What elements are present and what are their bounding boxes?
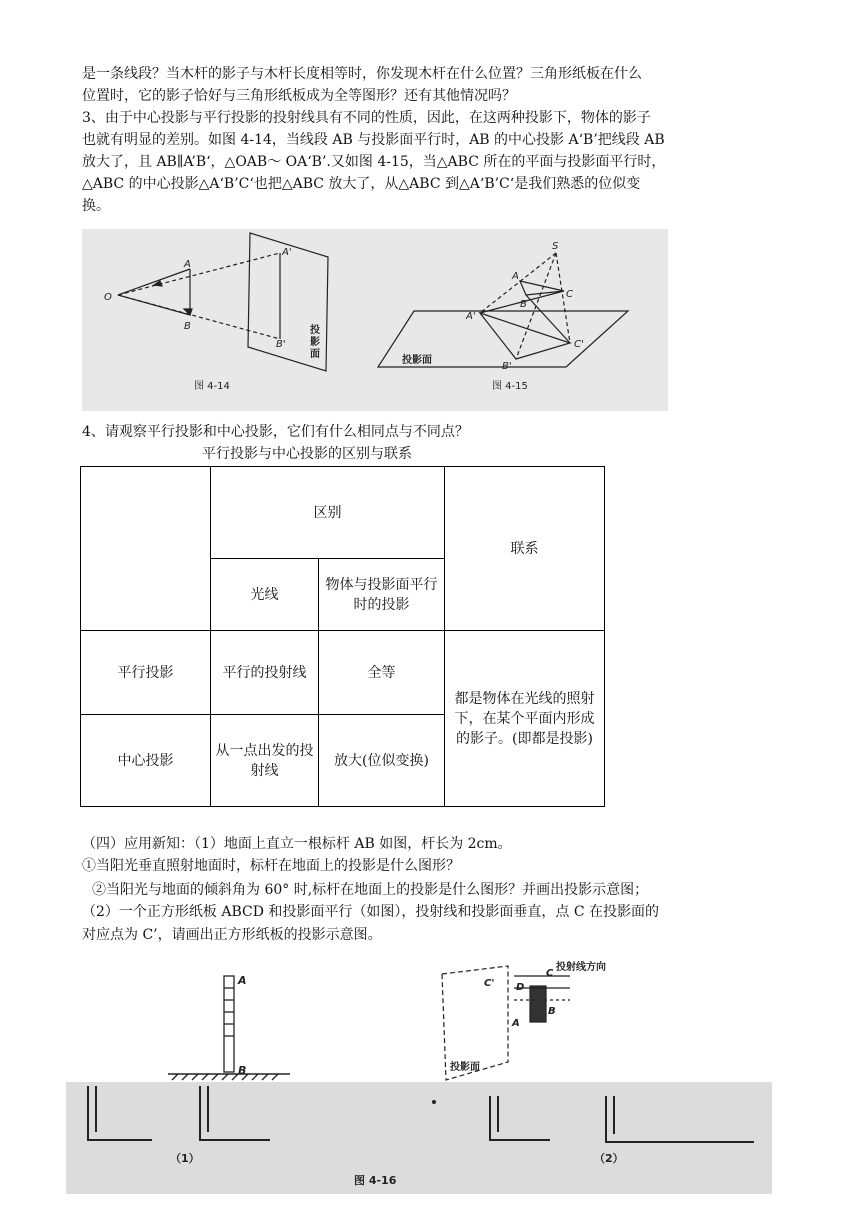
fig15-label-a: A (512, 271, 519, 282)
board-label-d: D (516, 982, 525, 993)
fig16-stick-4 (606, 1096, 754, 1142)
fig15-label-b: B (520, 299, 527, 310)
table-header-link: 联系 (445, 467, 605, 631)
pole-label-a: A (238, 974, 247, 987)
table-row1-light: 平行的投射线 (211, 631, 319, 715)
fig15-label-c-prime: C' (574, 339, 584, 350)
board-label-c: C (546, 968, 554, 979)
fig16-label-1: （1） (170, 1152, 200, 1165)
fig15-label-a-prime: A' (466, 311, 476, 322)
board-direction-label: 投射线方向 (556, 962, 606, 973)
intro-line-2: 位置时，它的影子恰好与三角形纸板成为全等图形？还有其他情况吗？ (82, 88, 516, 104)
table-row1-proj: 全等 (319, 631, 445, 715)
fig15-label-c: C (566, 289, 573, 300)
point3-line-1: 3、由于中心投影与平行投影的投射线具有不同的性质，因此，在这两种投影下，物体的影子 (82, 110, 651, 126)
table-col-proj: 物体与投影面平行时的投影 (319, 559, 445, 631)
fig16-label-2: （2） (594, 1152, 624, 1165)
fig14-label-a: A (184, 259, 191, 270)
pole-figure (168, 976, 290, 1080)
board-plane-label: 投影面 (450, 1062, 480, 1073)
fig16-caption: 图 4-16 (354, 1174, 397, 1187)
table-title: 平行投影与中心投影的区别与联系 (202, 446, 412, 462)
figure-4-14 (118, 233, 328, 371)
fig14-plane-label-2: 影 (310, 337, 320, 348)
table-row1-name: 平行投影 (81, 631, 211, 715)
fig14-plane-label-3: 面 (310, 349, 320, 360)
fig14-caption: 图 4-14 (194, 381, 230, 392)
table-row (81, 467, 605, 559)
application-figures (150, 962, 606, 1082)
square-board (530, 986, 546, 1022)
figure-4-14-4-15-drawing (82, 229, 668, 411)
fig15-label-b-prime: B' (502, 361, 512, 372)
section4-line-5: 对应点为 C’，请画出正方形纸板的投影示意图。 (82, 927, 382, 943)
intro-line-1: 是一条线段？当木杆的影子与木杆长度相等时，你发现木杆在什么位置？三角形纸板在什么 (82, 66, 642, 82)
fig14-plane-label-1: 投 (310, 325, 320, 336)
point3-line-2: 也就有明显的差别。如图 4-14，当线段 AB 与投影面平行时，AB 的中心投影 A‘B’把线段 AB (82, 132, 665, 148)
fig14-label-a-prime: A' (282, 247, 292, 258)
point3-line-4: △ABC 的中心投影△A‘B’C‘也把△ABC 放大了，从△ABC 到△A‘B’C‘是我们熟悉的位似变 (82, 176, 641, 192)
fig14-label-o: O (104, 292, 112, 303)
board-label-b: B (548, 1006, 556, 1017)
table-row2-name: 中心投影 (81, 715, 211, 807)
figure-4-14-4-15 (82, 229, 668, 411)
table-col-light: 光线 (211, 559, 319, 631)
fig16-stick-1 (88, 1086, 152, 1140)
table-header-diff: 区别 (211, 467, 445, 559)
fig14-label-b-prime: B' (276, 339, 286, 350)
fig15-label-s: S (552, 241, 559, 252)
section4-line-2: ①当阳光垂直照射地面时，标杆在地面上的投影是什么图形？ (82, 858, 460, 874)
section4-line-4: （2）一个正方形纸板 ABCD 和投影面平行（如图），投射线和投影面垂直，点 C 在投影面的 (82, 904, 660, 920)
section4-line-3: ②当阳光与地面的倾斜角为 60° 时,标杆在地面上的投影是什么图形？并画出投影示意图； (92, 882, 649, 898)
comparison-table (80, 466, 605, 807)
point4-question: 4、请观察平行投影和中心投影，它们有什么相同点与不同点？ (82, 424, 469, 440)
section4-line-1: （四）应用新知：（1）地面上直立一根标杆 AB 如图，杆长为 2cm。 (82, 836, 512, 852)
board-label-c-prime: C' (484, 978, 495, 989)
pole-label-b: B (238, 1064, 247, 1077)
table-row (81, 631, 605, 715)
board-label-a: A (512, 1018, 520, 1029)
point3-line-5: 换。 (82, 198, 110, 214)
fig16-dot (432, 1100, 436, 1104)
table-row2-light: 从一点出发的投射线 (211, 715, 319, 807)
figure-4-16 (66, 1082, 772, 1194)
figure-4-16-drawing (66, 1082, 772, 1194)
figure-4-15 (378, 253, 628, 367)
fig15-plane-label: 投影面 (402, 355, 432, 366)
table-link-text: 都是物体在光线的照射下，在某个平面内形成的影子。(即都是投影) (445, 631, 605, 807)
point3-line-3: 放大了，且 AB∥A’B‘，△OAB～ OA‘B’.又如图 4-15，当△ABC 所在的平面与投影面平行时， (82, 154, 666, 170)
table-corner-cell (81, 467, 211, 631)
fig16-stick-2 (200, 1086, 270, 1140)
table-row2-proj: 放大(位似变换) (319, 715, 445, 807)
fig15-caption: 图 4-15 (492, 381, 528, 392)
application-figures-drawing (150, 962, 606, 1082)
fig14-label-b: B (184, 321, 191, 332)
